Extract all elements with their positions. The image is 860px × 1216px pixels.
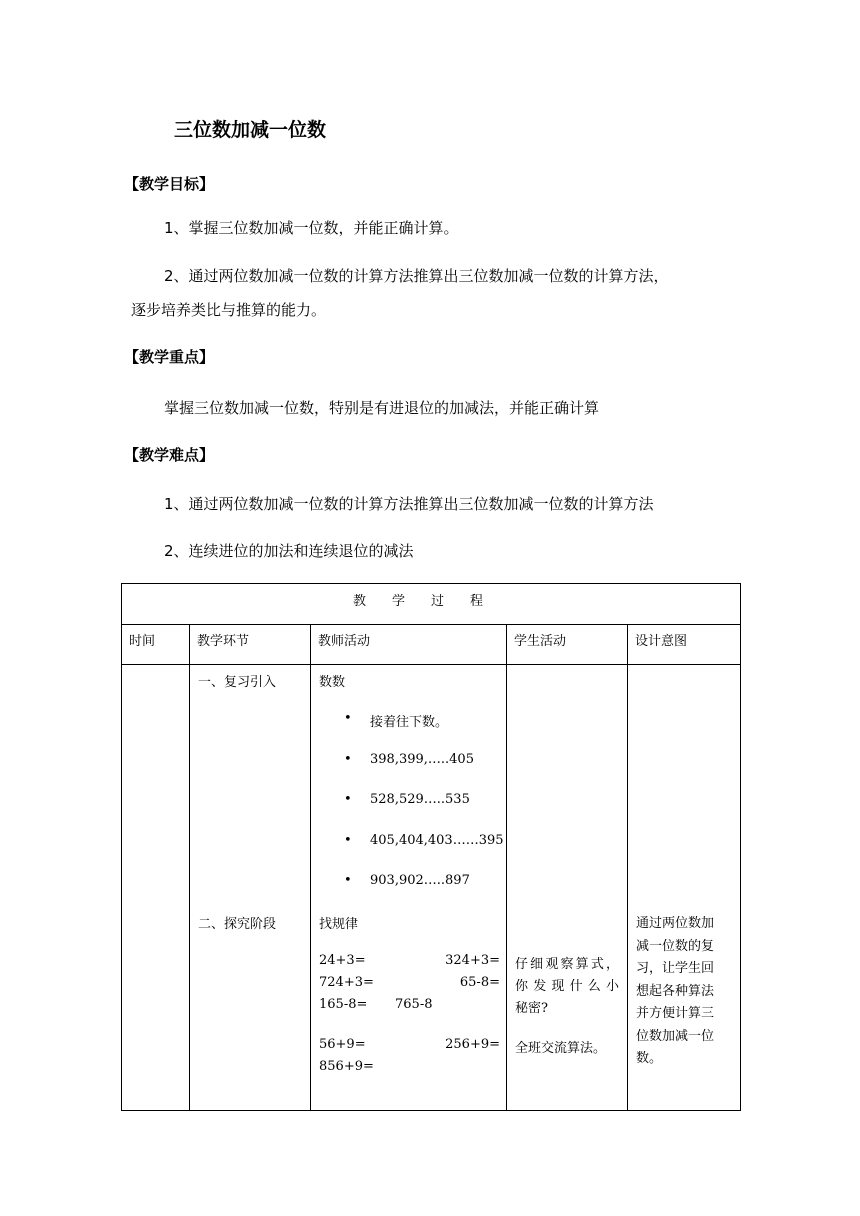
intent-line: 习，让学生回 [636,961,715,976]
col-header-time-label: 时间 [129,634,156,649]
equation: 856+9= [319,1059,374,1074]
col-header-intent-label: 设计意图 [635,634,688,649]
intent-line: 通过两位数加 [636,916,715,931]
bullet-item: 528,529…..535 [370,792,470,807]
bullet-icon: • [344,792,352,807]
col-header-student [507,625,628,665]
col-header-teacher-label: 教师活动 [318,634,371,649]
page-title: 三位数加减一位数 [174,119,327,141]
difficulty-1: 1、通过两位数加减一位数的计算方法推算出三位数加减一位数的计算方法 [164,495,654,513]
intent-line: 减一位数的复 [636,938,715,954]
equation: 65-8= [459,975,500,990]
student-cell [507,665,628,1111]
goal-1: 1、掌握三位数加减一位数，并能正确计算。 [164,219,459,237]
equation: 256+9= [445,1037,500,1052]
stage-explore: 二、探究阶段 [198,917,277,932]
pattern-label: 找规律 [319,917,359,932]
key-text: 掌握三位数加减一位数，特别是有进退位的加减法，并能正确计算 [164,399,600,417]
teacher-cell [311,665,507,1111]
bullet-icon: • [344,752,352,767]
stage-review: 一、复习引入 [198,675,277,690]
equation: 724+3= [319,975,374,990]
difficulty-heading: 【教学难点】 [124,446,215,464]
col-header-student-label: 学生活动 [514,634,567,649]
col-header-teacher [311,625,507,665]
equation: 24+3= [319,953,366,968]
bullet-item: 接着往下数。 [370,715,449,730]
teaching-process-table [121,583,741,1111]
col-header-stage [190,625,311,665]
equation: 765-8 [395,997,433,1012]
student-text: 仔细观察算式， [515,957,619,972]
table-header-text: 教学过程 [352,594,509,609]
goals-heading: 【教学目标】 [124,175,215,193]
col-header-intent [628,625,741,665]
key-heading: 【教学重点】 [124,348,215,366]
intent-cell [628,665,741,1111]
student-text: 秘密? [515,1001,548,1016]
bullet-icon: • [344,711,352,726]
count-label: 数数 [319,675,346,690]
bullet-item: 903,902…..897 [370,873,470,888]
time-cell [122,665,190,1111]
stage-cell [190,665,311,1111]
col-header-time [122,625,190,665]
student-text: 全班交流算法。 [515,1041,607,1056]
equation: 324+3= [445,953,500,968]
intent-line: 位数加减一位 [636,1028,715,1044]
bullet-item: 398,399,…..405 [370,752,474,767]
goal-2-line1: 2、通过两位数加减一位数的计算方法推算出三位数加减一位数的计算方法， [164,267,669,285]
intent-line: 数。 [636,1051,663,1066]
bullet-item: 405,404,403……395 [370,833,504,848]
intent-line: 并方便计算三 [636,1006,715,1021]
intent-line: 想起各种算法 [636,983,715,999]
intent-text [636,913,714,1071]
equation: 56+9= [319,1037,366,1052]
table-header [122,584,741,625]
equation: 165-8= [319,997,368,1012]
col-header-stage-label: 教学环节 [197,634,250,649]
student-text: 你发现什么小 [515,979,619,994]
bullet-icon: • [344,873,352,888]
difficulty-2: 2、连续进位的加法和连续退位的减法 [164,542,414,560]
bullet-icon: • [344,833,352,848]
goal-2-line2: 逐步培养类比与推算的能力。 [131,301,327,319]
